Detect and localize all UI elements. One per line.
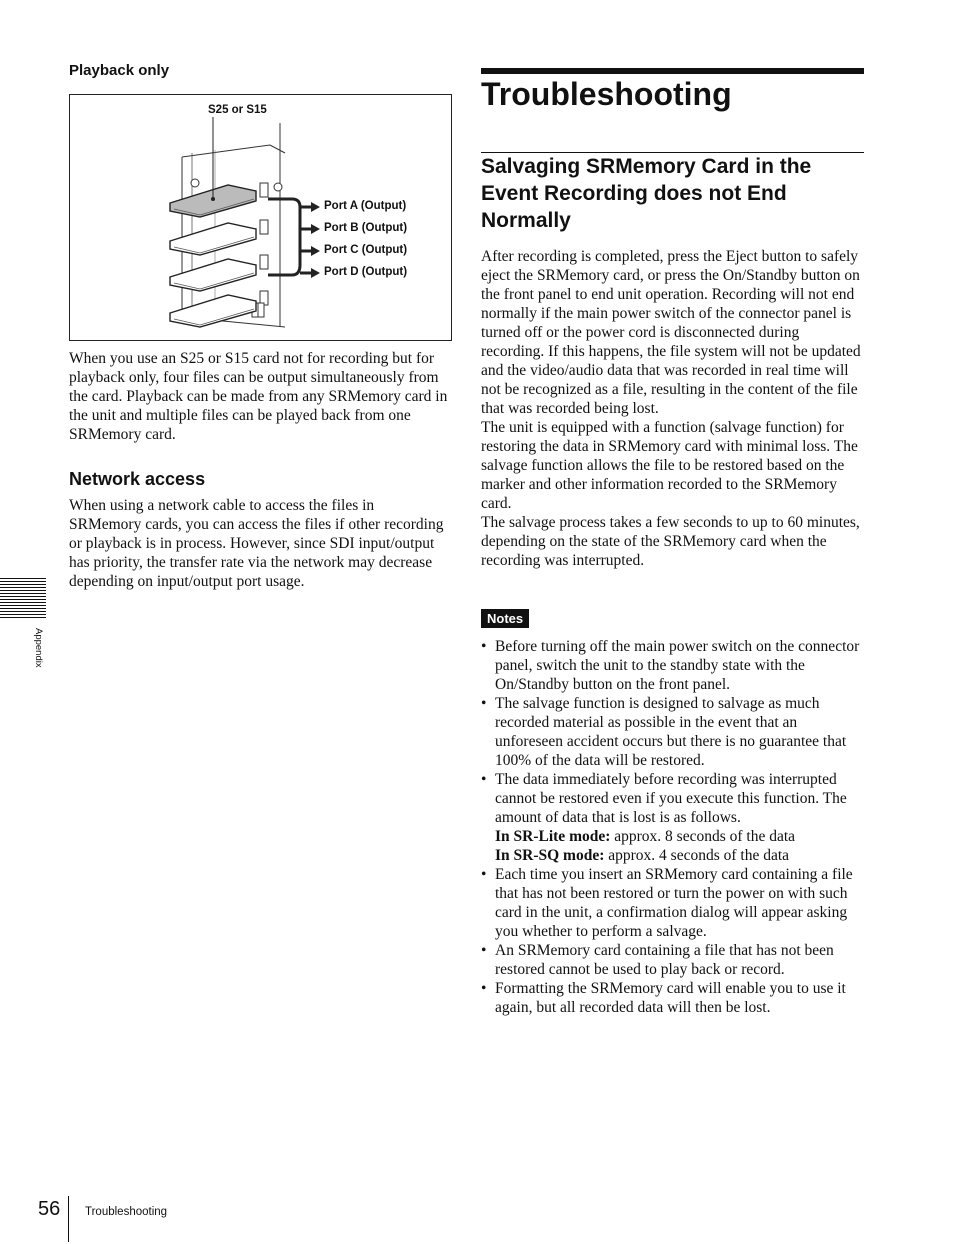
note-item	[481, 941, 864, 979]
page-title: Troubleshooting	[481, 76, 732, 112]
side-tab-label: Appendix	[33, 628, 44, 668]
card-label: S25 or S15	[208, 104, 267, 116]
mode-label: In SR-Lite mode:	[495, 828, 611, 845]
network-paragraph: When using a network cable to access the files in SRMemory cards, you can access the files if other recording or playback is in process. However, since SDI input/output has priority, the transfer rate via the network may decrease depending on input/output port usage.	[69, 497, 444, 590]
notes-list	[481, 637, 864, 1017]
section-title: Salvaging SRMemory Card in the Event Recording does not End Normally	[481, 155, 812, 232]
note-item	[481, 865, 864, 941]
paragraph: After recording is completed, press the Eject button to safely eject the SRMemory card, or press the On/Standby button on the front panel to end unit operation. Recording will not end normally if the main power switch of the connector panel is turned off or the power cord is disconnected during recording. If this happens, the file system will not be updated and the video/audio data that was recorded in real time will not be recognized as a file, resulting in the content of the file that was recorded being lost.	[481, 248, 861, 417]
mode-value: approx. 4 seconds of the data	[608, 847, 790, 864]
sr-sq-line	[495, 846, 864, 865]
note-item	[481, 979, 864, 1017]
network-heading: Network access	[69, 469, 206, 489]
side-tab-stripes	[0, 578, 46, 620]
note-text: Before turning off the main power switch on the connector panel, switch the unit to the standby state with the On/Standby button on the front panel.	[495, 638, 860, 693]
port-a-label: Port A (Output)	[324, 200, 407, 212]
paragraph: The unit is equipped with a function (salvage function) for restoring the data in SRMemory card with minimal loss. The salvage function allows the file to be restored based on the marker and other information recorded to the SRMemory card.	[481, 419, 858, 512]
title-rule	[481, 68, 864, 74]
sr-lite-line	[495, 827, 864, 846]
footer-label: Troubleshooting	[85, 1206, 168, 1218]
notes-badge: Notes	[481, 609, 529, 628]
note-item	[481, 770, 864, 865]
paragraph: The salvage process takes a few seconds to up to 60 minutes, depending on the state of the SRMemory card when the recording was interrupted.	[481, 514, 860, 569]
unit-illustration	[70, 95, 451, 340]
note-text: Formatting the SRMemory card will enable you to use it again, but all recorded data will then be lost.	[495, 980, 846, 1016]
port-b-label: Port B (Output)	[324, 222, 408, 234]
port-d-label: Port D (Output)	[324, 266, 408, 278]
playback-paragraph: When you use an S25 or S15 card not for recording but for playback only, four files can be output simultaneously from the card. Playback can be made from any SRMemory card in the unit and multiple files can be played back from one SRMemory card.	[69, 350, 448, 443]
note-item	[481, 637, 864, 694]
port-c-label: Port C (Output)	[324, 244, 408, 256]
mode-label: In SR-SQ mode:	[495, 847, 605, 864]
footer-rule	[68, 1196, 69, 1242]
note-item	[481, 694, 864, 770]
playback-figure	[69, 94, 452, 341]
page-number: 56	[38, 1198, 61, 1220]
section-body	[481, 247, 864, 570]
note-text: The salvage function is designed to salvage as much recorded material as possible in the event that an unforeseen accident occurs but there is no guarantee that 100% of the data will be restored.	[495, 695, 847, 769]
note-text: An SRMemory card containing a file that has not been restored cannot be used to play back or record.	[495, 942, 834, 978]
note-text: Each time you insert an SRMemory card containing a file that has not been restored or turn the power on with such card in the unit, a confirmation dialog will appear asking you whether to perform a salvage.	[495, 866, 853, 940]
playback-heading: Playback only	[69, 62, 170, 79]
mode-value: approx. 8 seconds of the data	[614, 828, 796, 845]
note-text: The data immediately before recording was interrupted cannot be restored even if you execute this function. The amount of data that is lost is as follows.	[495, 771, 847, 826]
